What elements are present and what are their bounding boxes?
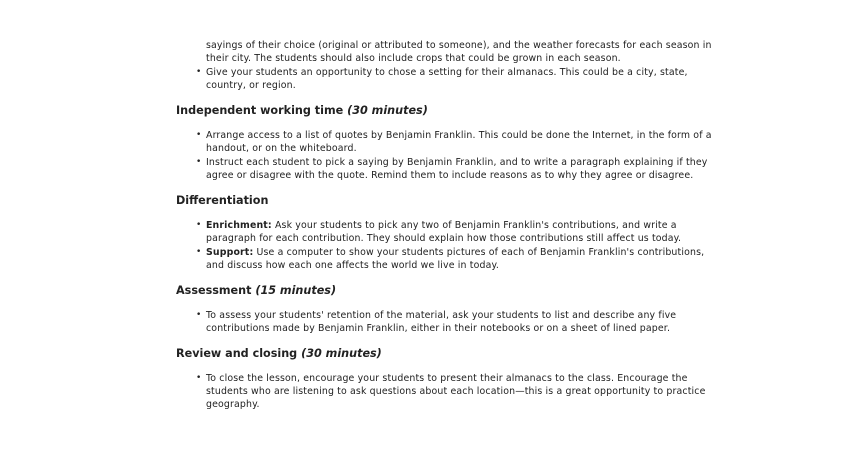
bullet-icon: •: [196, 247, 202, 257]
assessment-line-2: contributions made by Benjamin Franklin, either in their notebooks or on a sheet of lined paper.: [206, 323, 671, 334]
bullet-icon: •: [196, 220, 202, 230]
enrichment-label: Enrichment:: [206, 220, 272, 231]
support-line-1: [206, 246, 704, 259]
differentiation-title: Differentiation: [176, 194, 269, 207]
independent-item-1-line-2: handout, or on the whiteboard.: [206, 143, 357, 154]
bullet-icon: •: [196, 310, 202, 320]
independent-heading: [176, 104, 428, 118]
review-line-1: To close the lesson, encourage your students to present their almanacs to the class. Encourage the: [206, 373, 688, 384]
enrichment-line-2: paragraph for each contribution. They should explain how those contributions still affect us today.: [206, 233, 682, 244]
intro-item-line-2: country, or region.: [206, 80, 296, 91]
independent-title: Independent working time: [176, 104, 344, 117]
review-title: Review and closing: [176, 347, 298, 360]
assessment-heading: [176, 284, 336, 298]
assessment-title: Assessment: [176, 284, 252, 297]
assessment-duration: (15 minutes): [255, 284, 337, 297]
bullet-icon: •: [196, 157, 202, 167]
independent-item-2-line-1: Instruct each student to pick a saying by Benjamin Franklin, and to write a paragraph explaining if they: [206, 157, 708, 168]
enrichment-text: Ask your students to pick any two of Benjamin Franklin's contributions, and write a: [271, 220, 677, 231]
support-label: Support:: [206, 247, 254, 258]
intro-continuation-line-2: their city. The students should also include crops that could be grown in each season.: [206, 53, 621, 64]
independent-item-2-line-2: agree or disagree with the quote. Remind them to include reasons as to why they agree or disagree.: [206, 170, 694, 181]
assessment-line-1: To assess your students' retention of the material, ask your students to list and describe any five: [206, 310, 677, 321]
intro-continuation-line-1: sayings of their choice (original or attributed to someone), and the weather forecasts for each season in: [206, 40, 712, 51]
independent-duration: (30 minutes): [347, 104, 428, 117]
review-heading: [176, 347, 382, 361]
review-line-3: geography.: [206, 399, 260, 410]
review-duration: (30 minutes): [301, 347, 382, 360]
enrichment-line-1: [206, 219, 677, 232]
bullet-icon: •: [196, 67, 202, 77]
differentiation-heading: [176, 194, 268, 208]
bullet-icon: •: [196, 373, 202, 383]
independent-item-1-line-1: Arrange access to a list of quotes by Benjamin Franklin. This could be done the Internet, in the form of a: [206, 130, 712, 141]
support-text: Use a computer to show your students pictures of each of Benjamin Franklin's contributions,: [253, 247, 705, 258]
bullet-icon: •: [196, 130, 202, 140]
intro-item-line-1: Give your students an opportunity to chose a setting for their almanacs. This could be a city, state,: [206, 67, 688, 78]
support-line-2: and discuss how each one affects the world we live in today.: [206, 260, 499, 271]
review-line-2: students who are listening to ask questions about each location—this is a great opportunity to practice: [206, 386, 706, 397]
